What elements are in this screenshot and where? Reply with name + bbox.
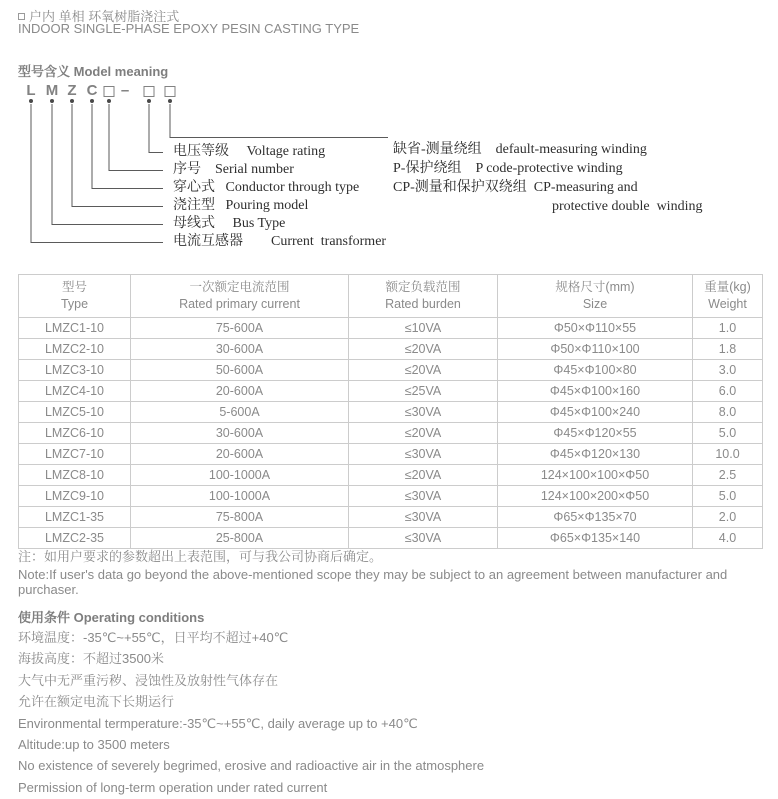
col-header-rated-burden	[349, 275, 498, 318]
col-header-primary-current-cn: 一次额定电流范围	[189, 280, 290, 294]
cell-weight: 3.0	[693, 360, 763, 381]
label-conductor-through: 穿心式 Conductor through type	[173, 180, 360, 195]
label-voltage-rating: 电压等级 Voltage rating	[173, 144, 326, 159]
cell-type: LMZC2-35	[19, 528, 131, 549]
cell-size: Φ45×Φ120×55	[498, 423, 693, 444]
label-bus-type: 母线式 Bus Type	[173, 216, 286, 231]
cell-size: Φ45×Φ100×80	[498, 360, 693, 381]
label-default-measuring-winding: 缺省-测量绕组 default-measuring winding	[393, 142, 647, 157]
cell-current: 100-1000A	[131, 465, 349, 486]
code-letter-M: M	[45, 82, 59, 99]
cell-burden: ≤30VA	[349, 486, 498, 507]
cell-size: Φ45×Φ100×160	[498, 381, 693, 402]
col-header-primary-current	[131, 275, 349, 318]
cell-type: LMZC8-10	[19, 465, 131, 486]
cell-weight: 5.0	[693, 423, 763, 444]
cell-current: 30-600A	[131, 423, 349, 444]
cell-type: LMZC3-10	[19, 360, 131, 381]
condition-line-altitude-cn: 海拔高度：不超过3500米	[18, 651, 164, 667]
table-row	[19, 339, 763, 360]
cell-type: LMZC1-10	[19, 318, 131, 339]
cell-weight: 1.0	[693, 318, 763, 339]
cell-type: LMZC7-10	[19, 444, 131, 465]
note-en: Note:If user's data go beyond the above-mentioned scope they may be subject to an agreement between manufacturer and purchaser.	[18, 567, 728, 597]
cell-size: Φ45×Φ100×240	[498, 402, 693, 423]
label-cp-double-winding: CP-测量和保护双绕组 CP-measuring and	[393, 180, 638, 195]
code-letter-Z: Z	[67, 82, 77, 99]
cell-weight: 2.5	[693, 465, 763, 486]
cell-weight: 8.0	[693, 402, 763, 423]
cell-weight: 2.0	[693, 507, 763, 528]
cell-burden: ≤30VA	[349, 402, 498, 423]
col-header-rated-burden-cn: 额定负载范围	[385, 280, 461, 294]
model-diagram-lines	[0, 0, 778, 270]
cell-current: 75-800A	[131, 507, 349, 528]
cell-current: 5-600A	[131, 402, 349, 423]
condition-line-operation-en: Permission of long-term operation under rated current	[18, 779, 328, 795]
col-header-rated-burden-en: Rated burden	[385, 297, 461, 311]
code-letter-C: C	[86, 82, 98, 99]
condition-line-ambient-temp-en: Environmental termperature:-35℃~+55℃, daily average up to +40℃	[18, 715, 418, 731]
code-box-placeholder-2	[144, 86, 155, 97]
table-row	[19, 360, 763, 381]
cell-size: Φ65×Φ135×70	[498, 507, 693, 528]
spec-table-body	[19, 318, 763, 549]
code-box-placeholder-3	[165, 86, 176, 97]
cell-current: 100-1000A	[131, 486, 349, 507]
col-header-type	[19, 275, 131, 318]
cell-burden: ≤20VA	[349, 423, 498, 444]
header-row	[19, 275, 763, 318]
page-title-cn-text: 户内 单相 环氧树脂浇注式	[29, 9, 180, 24]
col-header-weight-en: Weight	[708, 297, 747, 311]
table-row	[19, 402, 763, 423]
label-serial-number: 序号 Serial number	[173, 162, 294, 177]
operating-conditions-list	[18, 627, 484, 798]
cell-size: 124×100×100×Φ50	[498, 465, 693, 486]
condition-line-altitude-en: Altitude:up to 3500 meters	[18, 737, 170, 753]
cell-burden: ≤10VA	[349, 318, 498, 339]
code-dash: –	[120, 82, 130, 99]
cell-size: Φ50×Φ110×100	[498, 339, 693, 360]
col-header-size-en: Size	[582, 297, 608, 311]
cell-weight: 4.0	[693, 528, 763, 549]
cell-weight: 6.0	[693, 381, 763, 402]
table-row	[19, 507, 763, 528]
table-row	[19, 423, 763, 444]
cell-burden: ≤25VA	[349, 381, 498, 402]
col-header-weight	[693, 275, 763, 318]
cell-burden: ≤30VA	[349, 528, 498, 549]
note-cn: 注：如用户要求的参数超出上表范围，可与我公司协商后确定。	[18, 549, 383, 564]
diagram-dots	[29, 99, 172, 103]
cell-size: Φ50×Φ110×55	[498, 318, 693, 339]
cell-current: 50-600A	[131, 360, 349, 381]
col-header-size	[498, 275, 693, 318]
cell-type: LMZC2-10	[19, 339, 131, 360]
code-box-placeholder-1	[104, 86, 115, 97]
col-header-weight-cn: 重量(kg)	[704, 280, 751, 294]
cell-burden: ≤30VA	[349, 444, 498, 465]
cell-current: 20-600A	[131, 381, 349, 402]
cell-size: Φ65×Φ135×140	[498, 528, 693, 549]
cell-current: 25-800A	[131, 528, 349, 549]
label-current-transformer: 电流互感器 Current transformer	[173, 234, 387, 249]
cell-burden: ≤30VA	[349, 507, 498, 528]
condition-line-operation-cn: 允许在额定电流下长期运行	[18, 694, 175, 710]
table-row	[19, 486, 763, 507]
col-header-type-cn: 型号	[61, 280, 87, 294]
cell-burden: ≤20VA	[349, 465, 498, 486]
model-meaning-heading: 型号含义 Model meaning	[18, 64, 169, 79]
cell-current: 20-600A	[131, 444, 349, 465]
cell-type: LMZC4-10	[19, 381, 131, 402]
condition-line-atmosphere-cn: 大气中无严重污秽、浸蚀性及放射性气体存在	[18, 672, 279, 688]
cell-type: LMZC1-35	[19, 507, 131, 528]
cell-weight: 5.0	[693, 486, 763, 507]
cell-type: LMZC6-10	[19, 423, 131, 444]
col-header-primary-current-en: Rated primary current	[179, 297, 300, 311]
condition-line-atmosphere-en: No existence of severely begrimed, erosive and radioactive air in the atmosphere	[18, 758, 485, 774]
operating-conditions-heading: 使用条件 Operating conditions	[18, 610, 205, 625]
cell-weight: 10.0	[693, 444, 763, 465]
table-row	[19, 318, 763, 339]
label-cp-double-winding-cont: protective double winding	[552, 199, 703, 214]
label-protective-winding: P-保护绕组 P code-protective winding	[393, 161, 623, 176]
spec-table	[18, 274, 763, 549]
cell-burden: ≤20VA	[349, 339, 498, 360]
cell-size: Φ45×Φ120×130	[498, 444, 693, 465]
col-header-type-en: Type	[60, 297, 89, 311]
condition-line-ambient-temp-cn: 环境温度：-35℃~+55℃，日平均不超过+40℃	[18, 630, 289, 645]
label-pouring-model: 浇注型 Pouring model	[173, 198, 309, 213]
cell-type: LMZC9-10	[19, 486, 131, 507]
table-row	[19, 381, 763, 402]
cell-burden: ≤20VA	[349, 360, 498, 381]
col-header-size-cn: 规格尺寸(mm)	[555, 280, 635, 294]
table-row	[19, 465, 763, 486]
code-letter-L: L	[26, 82, 36, 99]
cell-current: 30-600A	[131, 339, 349, 360]
cell-size: 124×100×200×Φ50	[498, 486, 693, 507]
cell-type: LMZC5-10	[19, 402, 131, 423]
page-title-en: INDOOR SINGLE-PHASE EPOXY PESIN CASTING TYPE	[18, 21, 360, 36]
cell-current: 75-600A	[131, 318, 349, 339]
table-row	[19, 444, 763, 465]
spec-table-header	[19, 275, 763, 318]
cell-weight: 1.8	[693, 339, 763, 360]
